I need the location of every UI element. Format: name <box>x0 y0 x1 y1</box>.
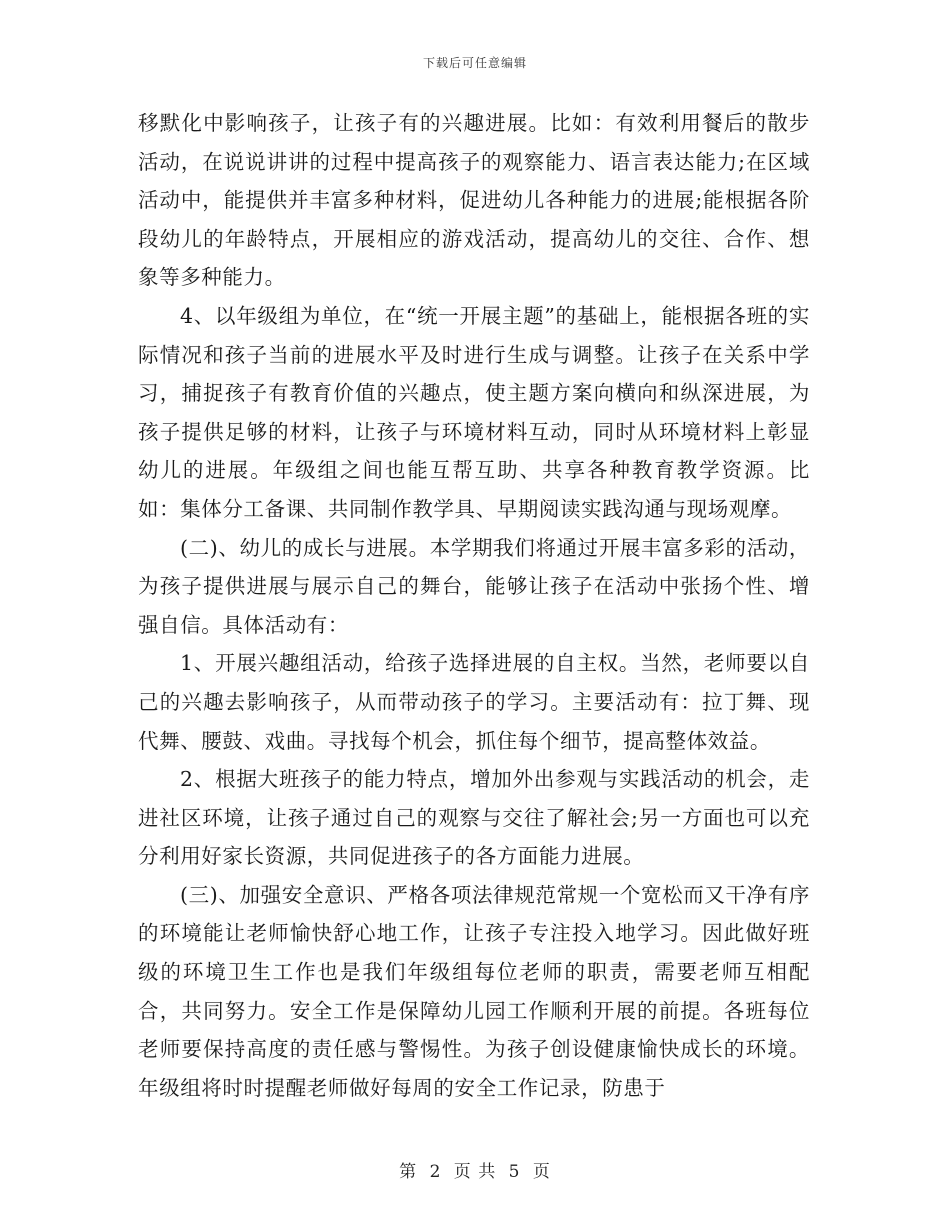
document-body <box>138 104 810 1107</box>
page-footer <box>0 1157 950 1182</box>
paragraph-item-4: 4、以年级组为单位，在“统一开展主题”的基础上，能根据各班的实际情况和孩子当前的进展水平及时进行生成与调整。让孩子在关系中学习，捕捉孩子有教育价值的兴趣点，使主题方案向横向和纵深进展，为孩子提供足够的材料，让孩子与环境材料互动，同时从环境材料上彰显幼儿的进展。年级组之间也能互帮互助、共享各种教育教学资源。比如：集体分工备课、共同制作教学具、早期阅读实践沟通与现场观摩。 <box>138 303 810 521</box>
footer-total-pages: 5 <box>508 1162 521 1182</box>
footer-middle: 页 共 <box>453 1162 497 1182</box>
footer-prefix: 第 <box>399 1162 418 1182</box>
footer-suffix: 页 <box>532 1162 551 1182</box>
footer-current-page: 2 <box>429 1162 442 1182</box>
paragraph-section-2: (二)、幼儿的成长与进展。本学期我们将通过开展丰富多彩的活动，为孩子提供进展与展示自己的舞台，能够让孩子在活动中张扬个性、增强自信。具体活动有： <box>138 535 810 637</box>
paragraph-section-3: (三)、加强安全意识、严格各项法律规范常规一个宽松而又干净有序的环境能让老师愉快舒心地工作，让孩子专注投入地学习。因此做好班级的环境卫生工作也是我们年级组每位老师的职责，需要老师互相配合，共同努力。安全工作是保障幼儿园工作顺利开展的前提。各班每位老师要保持高度的责任感与警惕性。为孩子创设健康愉快成长的环境。年级组将时时提醒老师做好每周的安全工作记录，防患于 <box>138 882 810 1100</box>
paragraph-item-1: 1、开展兴趣组活动，给孩子选择进展的自主权。当然，老师要以自己的兴趣去影响孩子，从而带动孩子的学习。主要活动有：拉丁舞、现代舞、腰鼓、戏曲。寻找每个机会，抓住每个细节，提高整体效益。 <box>138 651 810 753</box>
page-header: 下载后可任意编辑 <box>422 56 527 70</box>
paragraph-item-2: 2、根据大班孩子的能力特点，增加外出参观与实践活动的机会，走进社区环境，让孩子通过自己的观察与交往了解社会;另一方面也可以充分利用好家长资源，共同促进孩子的各方面能力进展。 <box>138 767 810 869</box>
paragraph-continuation: 移默化中影响孩子，让孩子有的兴趣进展。比如：有效利用餐后的散步活动，在说说讲讲的过程中提高孩子的观察能力、语言表达能力;在区域活动中，能提供并丰富多种材料，促进幼儿各种能力的进展;能根据各阶段幼儿的年龄特点，开展相应的游戏活动，提高幼儿的交往、合作、想象等多种能力。 <box>138 111 810 290</box>
